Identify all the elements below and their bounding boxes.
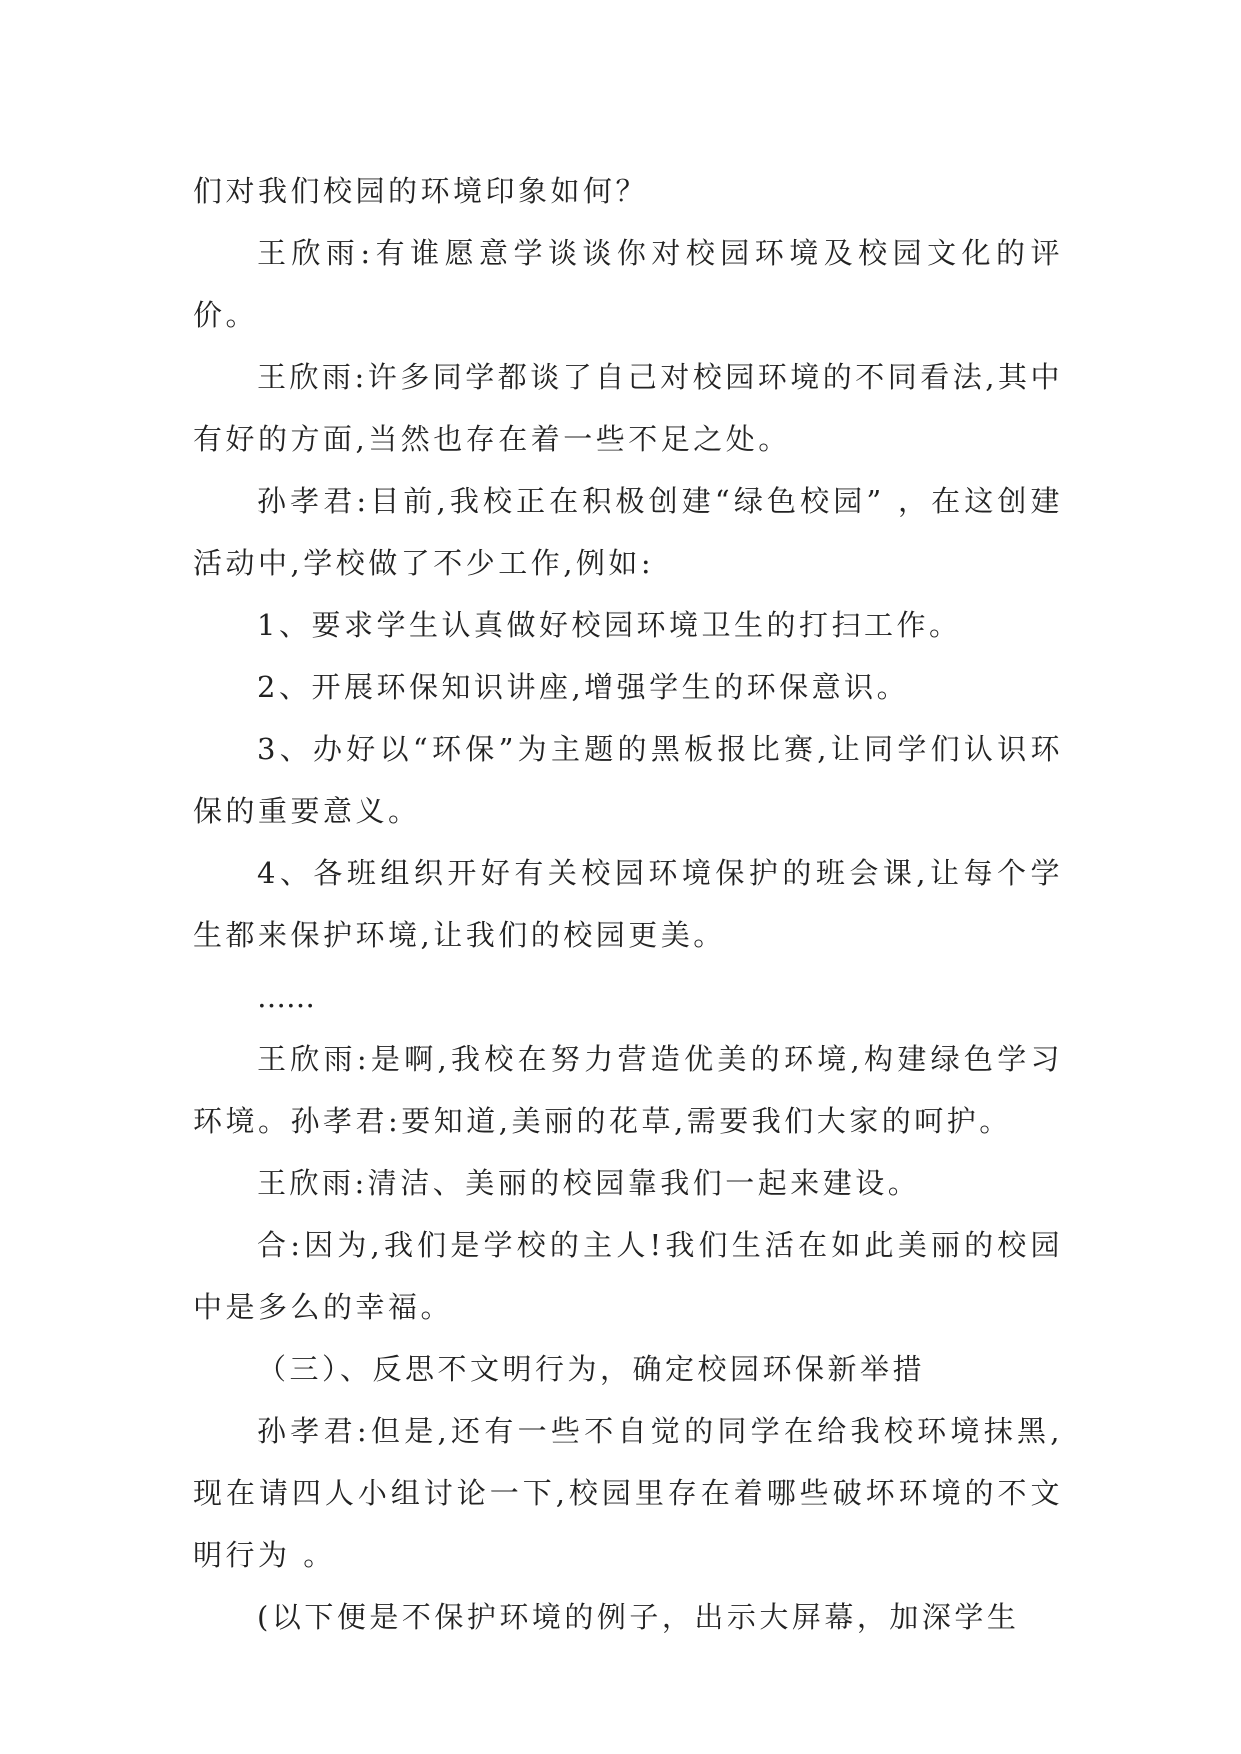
paragraph-dialogue: 王欣雨:有谁愿意学谈谈你对校园环境及校园文化的评价。 (193, 236, 1063, 332)
list-item: 3、办好以“环保”为主题的黑板报比赛,让同学们认识环保的重要意义。 (193, 732, 1063, 828)
document-body (193, 160, 1063, 1648)
paragraph-dialogue: 王欣雨:是啊,我校在努力营造优美的环境,构建绿色学习环境。孙孝君:要知道,美丽的花草,需要我们大家的呵护。 (193, 1042, 1063, 1138)
list-item: 2、开展环保知识讲座,增强学生的环保意识。 (257, 670, 910, 704)
ellipsis-line: …… (257, 980, 315, 1014)
paragraph-dialogue: 孙孝君:目前,我校正在积极创建“绿色校园” ，在这创建活动中,学校做了不少工作,例如: (193, 484, 1063, 580)
paragraph-note: (以下便是不保护环境的例子，出示大屏幕，加深学生 (257, 1600, 1020, 1634)
list-item: 1、要求学生认真做好校园环境卫生的打扫工作。 (257, 608, 962, 642)
paragraph-dialogue: 孙孝君:但是,还有一些不自觉的同学在给我校环境抹黑,现在请四人小组讨论一下,校园里存在着哪些破坏环境的不文明行为 。 (193, 1414, 1063, 1572)
paragraph-dialogue: 王欣雨:许多同学都谈了自己对校园环境的不同看法,其中有好的方面,当然也存在着一些不足之处。 (193, 360, 1063, 456)
paragraph-dialogue: 合:因为,我们是学校的主人!我们生活在如此美丽的校园中是多么的幸福。 (193, 1228, 1063, 1324)
paragraph-continuation: 们对我们校园的环境印象如何？ (193, 174, 649, 208)
list-item: 4、各班组织开好有关校园环境保护的班会课,让每个学生都来保护环境,让我们的校园更美。 (193, 856, 1063, 952)
section-heading: （三）、反思不文明行为，确定校园环保新举措 (257, 1352, 926, 1386)
paragraph-dialogue: 王欣雨:清洁、美丽的校园靠我们一起来建设。 (257, 1166, 921, 1200)
